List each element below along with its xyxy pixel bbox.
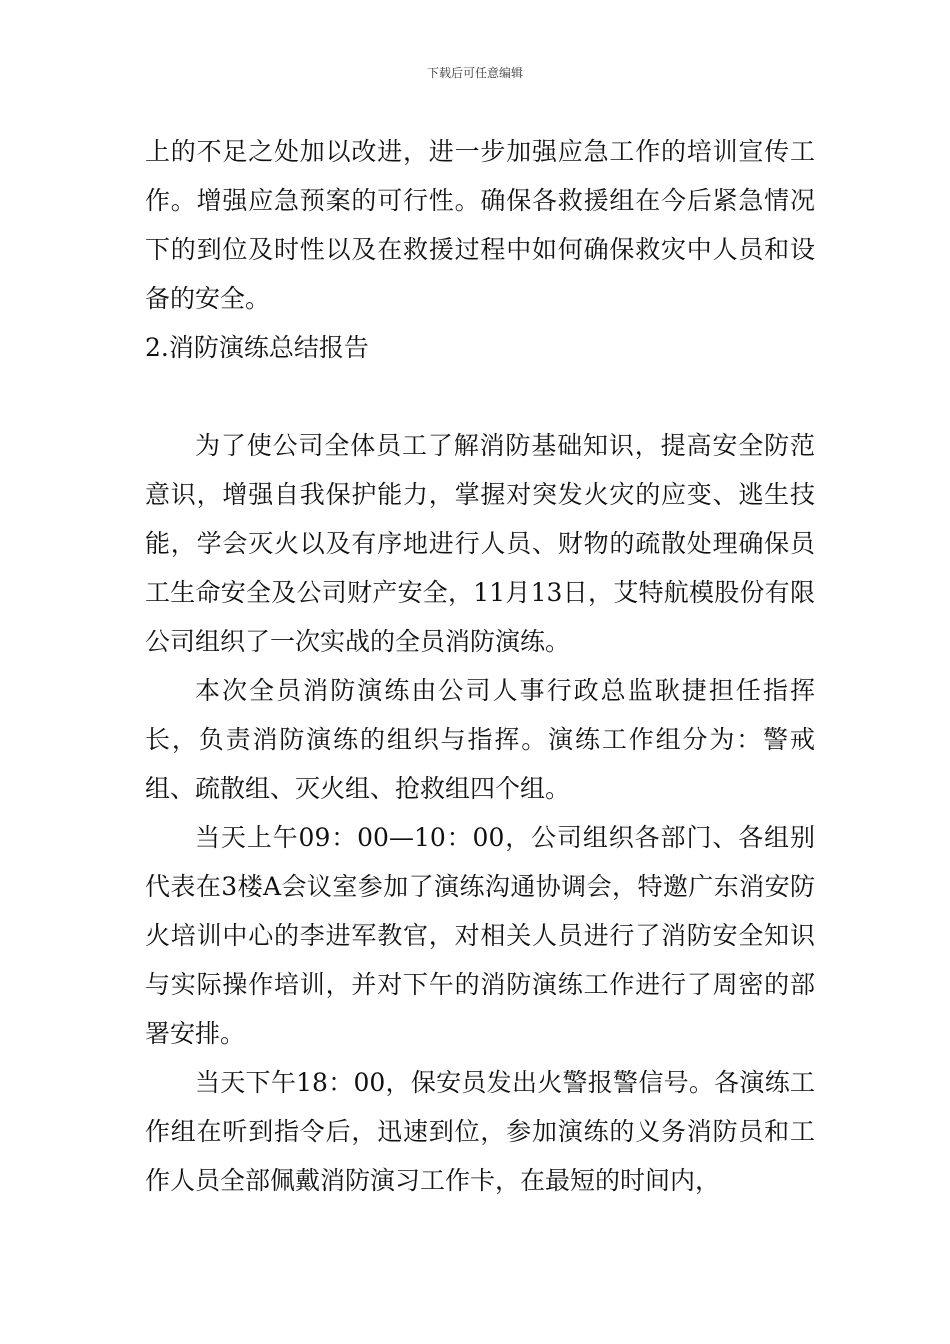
page-header: 下载后可任意编辑 <box>426 66 523 80</box>
body-paragraph-1: 为了使公司全体员工了解消防基础知识，提高安全防范意识，增强自我保护能力，掌握对突发火灾的应变、逃生技能，学会灭火以及有序地进行人员、财物的疏散处理确保员工生命安全及公司财产安全，11月13日，艾特航模股份有限公司组织了一次实战的全员消防演练。 <box>145 431 815 656</box>
section-title: 2.消防演练总结报告 <box>145 333 369 362</box>
body-paragraph-3: 当天上午09：00—10：00，公司组织各部门、各组别代表在3楼A会议室参加了演练沟通协调会，特邀广东消安防火培训中心的李进军教官，对相关人员进行了消防安全知识与实际操作培训，并对下午的消防演练工作进行了周密的部署安排。 <box>145 823 815 1048</box>
body-paragraph-2: 本次全员消防演练由公司人事行政总监耿捷担任指挥长，负责消防演练的组织与指挥。演练工作组分为：警戒组、疏散组、灭火组、抢救组四个组。 <box>145 676 815 803</box>
continuation-paragraph: 上的不足之处加以改进，进一步加强应急工作的培训宣传工作。增强应急预案的可行性。确保各救援组在今后紧急情况下的到位及时性以及在救援过程中如何确保救灾中人员和设备的安全。 <box>145 137 815 313</box>
document-body <box>145 127 815 1205</box>
body-paragraph-4: 当天下午18：00，保安员发出火警报警信号。各演练工作组在听到指令后，迅速到位，参加演练的义务消防员和工作人员全部佩戴消防演习工作卡，在最短的时间内， <box>145 1068 815 1195</box>
